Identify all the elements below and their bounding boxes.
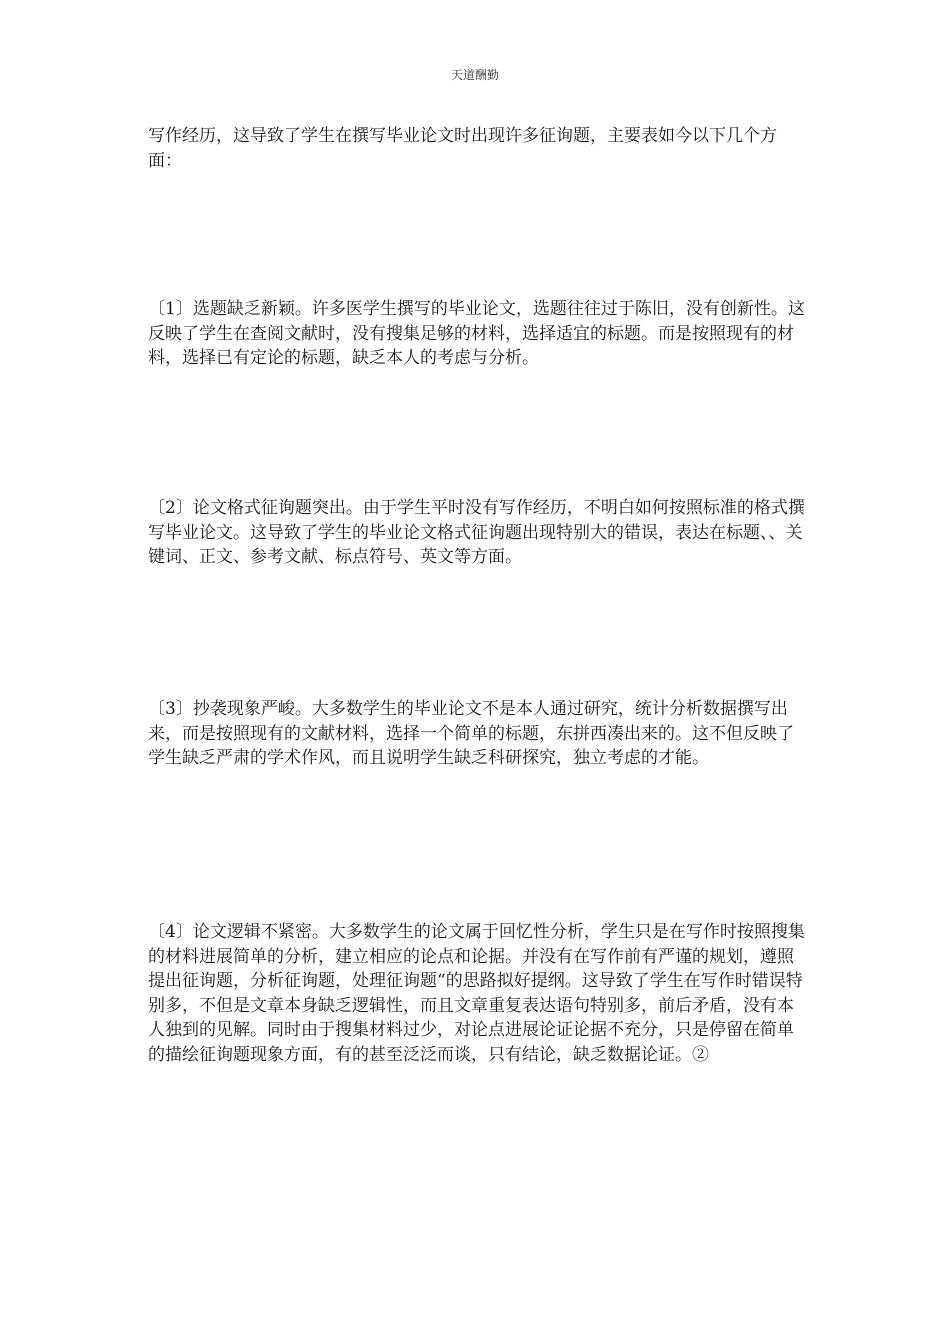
page-header: 天道酬勤: [450, 68, 499, 82]
paragraph-item-2: 〔2〕论文格式征询题突出。由于学生平时没有写作经历，不明白如何按照标准的格式撰写毕业论文。这导致了学生的毕业论文格式征询题出现特别大的错误，表达在标题、、关键词、正文、参考文献、标点符号、英文等方面。: [148, 498, 805, 567]
paragraph-item-4: 〔4〕论文逻辑不紧密。大多数学生的论文属于回忆性分析，学生只是在写作时按照搜集的材料进展简单的分析，建立相应的论点和论据。并没有在写作前有严谨的规划，遵照提出征询题，分析征询题，处理征询题“的思路拟好提纲。这导致了学生在写作时错误特别多，不但是文章本身缺乏逻辑性，而且文章重复表达语句特别多，前后矛盾，没有本人独到的见解。同时由于搜集材料过少，对论点进展论证论据不充分，只是停留在简单的描绘征询题现象方面，有的甚至泛泛而谈，只有结论，缺乏数据论证。②: [148, 922, 805, 1065]
paragraph-item-1: 〔1〕选题缺乏新颖。许多医学生撰写的毕业论文，选题往往过于陈旧，没有创新性。这反映了学生在查阅文献时，没有搜集足够的材料，选择适宜的标题。而是按照现有的材料，选择已有定论的标题，缺乏本人的考虑与分析。: [148, 299, 805, 368]
paragraph-intro: 写作经历，这导致了学生在撰写毕业论文时出现许多征询题，主要表如今以下几个方面：: [148, 126, 777, 171]
paragraph-item-3: 〔3〕抄袭现象严峻。大多数学生的毕业论文不是本人通过研究，统计分析数据撰写出来，而是按照现有的文献材料，选择一个简单的标题，东拼西凑出来的。这不但反映了学生缺乏严肃的学术作风，而且说明学生缺乏科研探究，独立考虑的才能。: [148, 699, 794, 768]
